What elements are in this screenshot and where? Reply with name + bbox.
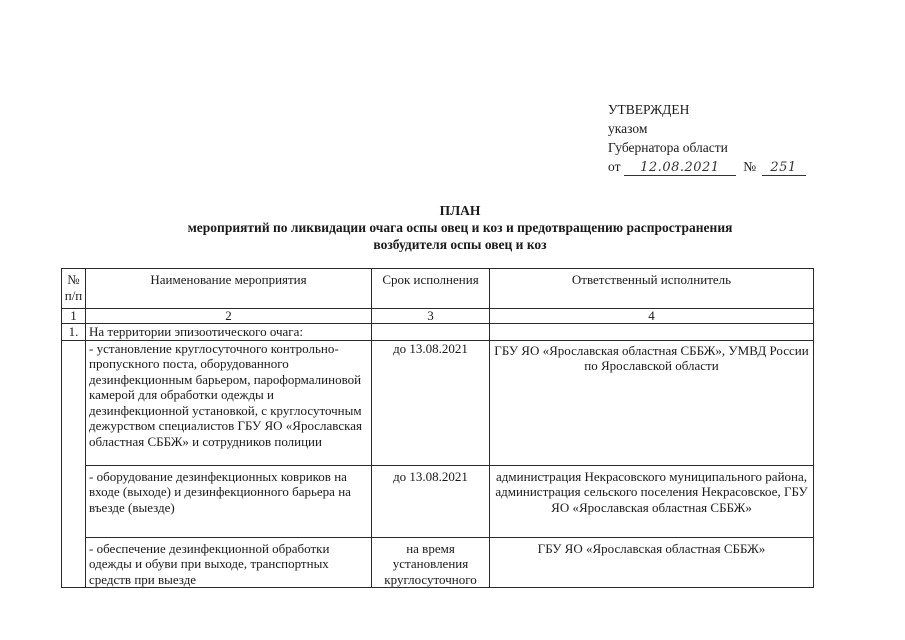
responsible-cell: ГБУ ЯО «Ярославская областная СББЖ», УМВД России по Ярославской области [490,340,814,465]
deadline-cell: на время установления круглосуточного [372,537,490,588]
table-row [62,465,814,537]
empty-cell [372,324,490,341]
column-number: 4 [490,309,814,324]
approval-line-1: УТВЕРЖДЕН [608,102,690,117]
column-numbers-row [62,309,814,324]
row-number-cell [62,340,86,588]
document-title [80,202,840,253]
section-number: 1. [62,324,86,341]
title-line-1: мероприятий по ликвидации очага оспы овец и коз и предотвращению распространения [187,220,733,235]
approval-line-3: Губернатора области [608,140,728,155]
column-number: 2 [86,309,372,324]
responsible-cell: администрация Некрасовского муниципального района, администрация сельского поселения Некрасовское, ГБУ ЯО «Ярославская областная СББЖ» [490,465,814,537]
header-number: № п/п [62,269,86,309]
column-number: 3 [372,309,490,324]
handwritten-number: 251 [762,160,806,176]
title-heading: ПЛАН [439,203,481,218]
number-label: № [743,159,757,174]
table-row [62,537,814,588]
approval-date-line [608,157,806,176]
header-activity: Наименование мероприятия [86,269,372,309]
deadline-cell: до 13.08.2021 [372,340,490,465]
activity-cell: - оборудование дезинфекционных ковриков на входе (выходе) и дезинфекционного барьера на въезде (выезде) [86,465,372,537]
section-row [62,324,814,341]
section-title: На территории эпизоотического очага: [86,324,372,341]
plan-table [61,268,814,588]
deadline-cell: до 13.08.2021 [372,465,490,537]
approval-stamp [608,100,806,176]
column-number: 1 [62,309,86,324]
header-responsible: Ответственный исполнитель [490,269,814,309]
header-deadline: Срок исполнения [372,269,490,309]
activity-cell: - установление круглосуточного контрольно-пропускного поста, оборудованного дезинфекционным барьером, пароформалиновой камерой для обработки одежды и дезинфекционной установкой, с круглосуточным дежурством специалистов ГБУ ЯО «Ярославская областная СББЖ» и сотрудников полиции [86,340,372,465]
table-header-row [62,269,814,309]
handwritten-date: 12.08.2021 [624,160,736,176]
empty-cell [490,324,814,341]
from-label: от [608,159,621,174]
approval-line-2: указом [608,121,648,136]
activity-cell: - обеспечение дезинфекционной обработки одежды и обуви при выходе, транспортных средств при выезде [86,537,372,588]
responsible-cell: ГБУ ЯО «Ярославская областная СББЖ» [490,537,814,588]
table-row [62,340,814,465]
title-line-2: возбудителя оспы овец и коз [373,237,547,252]
